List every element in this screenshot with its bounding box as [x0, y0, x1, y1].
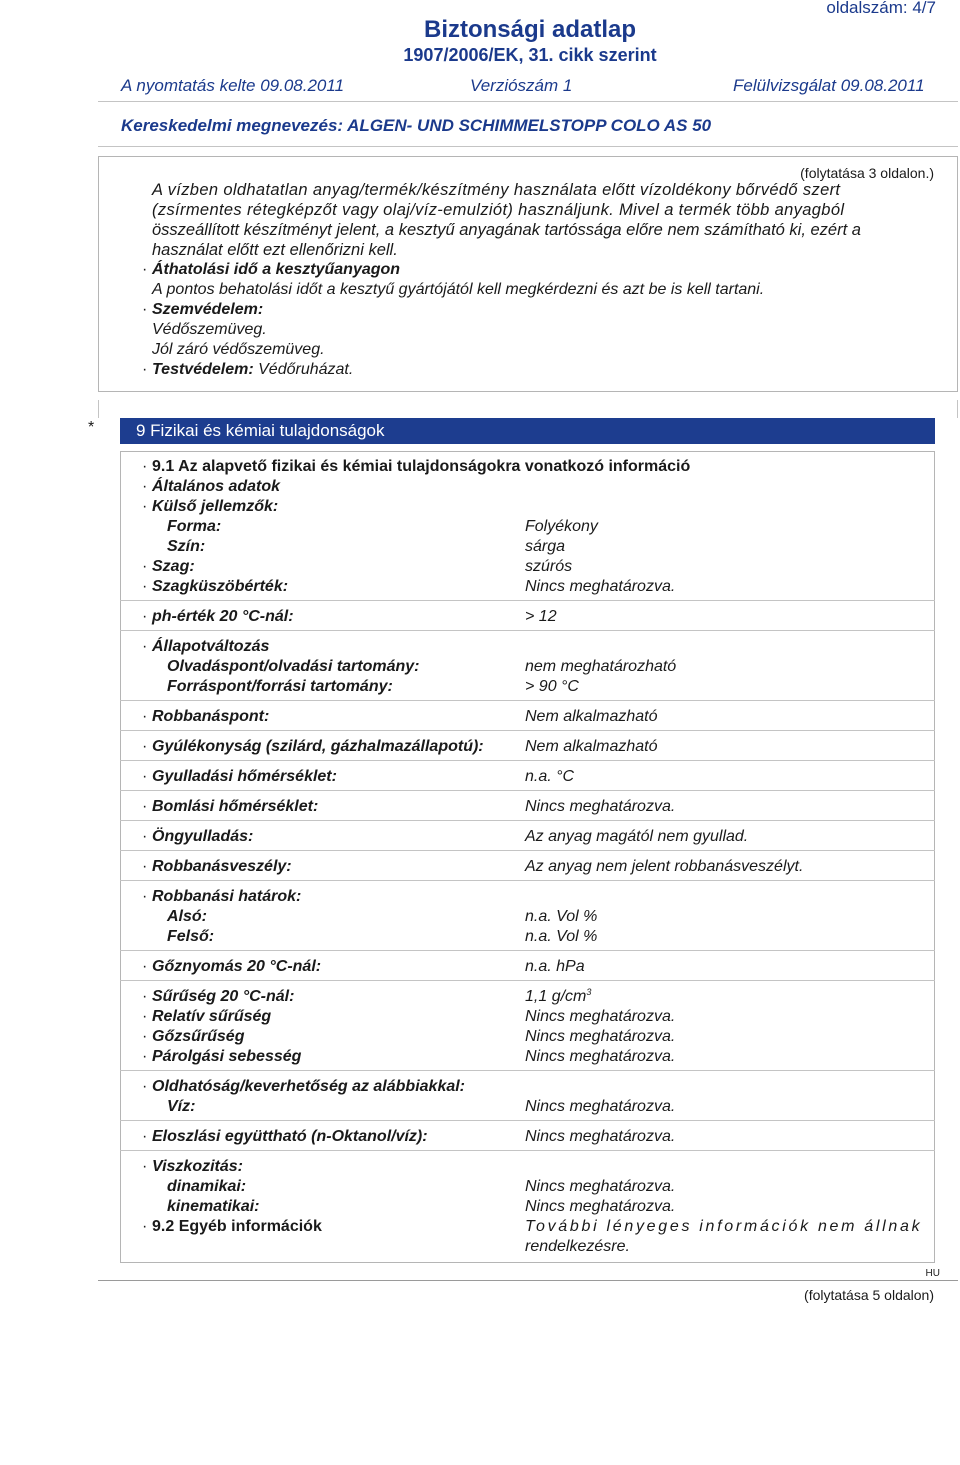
explosion-danger-value: Az anyag nem jelent robbanásveszélyt.	[525, 858, 804, 875]
row-divider	[120, 1070, 935, 1071]
skin-protection-line-3: összeállított készítményt jelent, a kesztyű anyagának tartóssága előre nem számítható ki, ezért a	[152, 221, 861, 239]
general-information: Általános adatok	[152, 478, 281, 495]
row-divider	[120, 980, 935, 981]
body-protection	[152, 360, 353, 380]
boiling-point-label: Forráspont/forrási tartomány:	[167, 678, 393, 695]
bullet: ·	[142, 738, 148, 755]
color-value: sárga	[525, 538, 566, 555]
row-divider	[120, 880, 935, 881]
upper-limit-value: n.a. Vol %	[525, 928, 598, 945]
bullet: ·	[142, 361, 148, 378]
revision-date: Felülvizsgálat 09.08.2011	[733, 76, 925, 95]
flammability-value: Nem alkalmazható	[525, 738, 658, 755]
odor-threshold-value: Nincs meghatározva.	[525, 578, 676, 595]
skin-protection-line-1: A vízben oldhatatlan anyag/termék/készítmény használata előtt vízoldékony bőrvédő szert	[152, 181, 841, 199]
odor-value: szúrós	[525, 558, 573, 575]
bullet: ·	[142, 261, 148, 278]
water-solubility-label: Víz:	[167, 1098, 196, 1115]
other-information-value-1: További lényeges információk nem állnak	[525, 1218, 923, 1235]
bullet: ·	[142, 768, 148, 785]
self-ignition-label: Öngyulladás:	[152, 828, 254, 845]
lower-limit-label: Alsó:	[167, 908, 207, 925]
body-protection-value: Védőruházat.	[258, 361, 354, 378]
bullet: ·	[142, 1128, 148, 1145]
section9-right-rule	[957, 400, 958, 418]
explosion-limits-label: Robbanási határok:	[152, 888, 302, 905]
bullet: ·	[142, 708, 148, 725]
page-number: oldalszám: 4/7	[826, 0, 936, 17]
eye-protection-line-1: Védőszemüveg.	[152, 321, 267, 338]
bullet: ·	[142, 498, 148, 515]
lower-limit-value: n.a. Vol %	[525, 908, 598, 925]
row-divider	[120, 950, 935, 951]
density-number: 1,1 g/cm	[525, 988, 587, 1005]
penetration-text: A pontos behatolási időt a kesztyű gyártójától kell megkérdezni és azt be is kell tartani.	[152, 281, 765, 298]
partition-coefficient-value: Nincs meghatározva.	[525, 1128, 676, 1145]
ignition-temperature-label: Gyulladási hőmérséklet:	[152, 768, 337, 785]
bullet: ·	[142, 1048, 148, 1065]
bullet: ·	[142, 458, 148, 475]
viscosity-label: Viszkozitás:	[152, 1158, 243, 1175]
ph-value: > 12	[525, 608, 557, 625]
bullet: ·	[142, 858, 148, 875]
evaporation-rate-label: Párolgási sebesség	[152, 1048, 302, 1065]
bullet: ·	[142, 1078, 148, 1095]
body-protection-label: Testvédelem:	[152, 361, 254, 378]
subsection-9-1: 9.1 Az alapvető fizikai és kémiai tulajdonságokra vonatkozó információ	[152, 458, 691, 475]
continued-to: (folytatása 5 oldalon)	[804, 1287, 934, 1303]
bullet: ·	[142, 578, 148, 595]
print-date: A nyomtatás kelte 09.08.2011	[121, 76, 345, 95]
form-label: Forma:	[167, 518, 222, 535]
kinematic-viscosity-value: Nincs meghatározva.	[525, 1198, 676, 1215]
eye-protection-line-2: Jól záró védőszemüveg.	[152, 341, 325, 358]
density-label: Sűrűség 20 °C-nál:	[152, 988, 295, 1005]
ph-label: ph-érték 20 °C-nál:	[152, 608, 294, 625]
melting-point-label: Olvadáspont/olvadási tartomány:	[167, 658, 420, 675]
state-change-label: Állapotváltozás	[152, 638, 270, 655]
flash-point-label: Robbanáspont:	[152, 708, 270, 725]
row-divider	[120, 820, 935, 821]
explosion-danger-label: Robbanásveszély:	[152, 858, 292, 875]
continued-from: (folytatása 3 oldalon.)	[800, 165, 934, 181]
eye-protection-label: Szemvédelem:	[152, 301, 264, 318]
footer-divider	[98, 1280, 958, 1281]
bullet: ·	[142, 798, 148, 815]
bullet: ·	[142, 301, 148, 318]
other-information-value-2: rendelkezésre.	[525, 1238, 630, 1255]
boiling-point-value: > 90 °C	[525, 678, 579, 695]
kinematic-viscosity-label: kinematikai:	[167, 1198, 260, 1215]
row-divider	[120, 730, 935, 731]
row-divider	[120, 630, 935, 631]
self-ignition-value: Az anyag magától nem gyullad.	[525, 828, 749, 845]
bullet: ·	[142, 558, 148, 575]
density-value	[525, 987, 591, 1007]
water-solubility-value: Nincs meghatározva.	[525, 1098, 676, 1115]
row-divider	[120, 1120, 935, 1121]
odor-label: Szag:	[152, 558, 195, 575]
row-divider	[120, 790, 935, 791]
skin-protection-line-4: használat előtt ezt ellenőrizni kell.	[152, 241, 398, 259]
document-subtitle: 1907/2006/EK, 31. cikk szerint	[403, 45, 657, 65]
flammability-label: Gyúlékonyság (szilárd, gázhalmazállapotú):	[152, 738, 484, 755]
row-divider	[120, 700, 935, 701]
relative-density-value: Nincs meghatározva.	[525, 1008, 676, 1025]
form-value: Folyékony	[525, 518, 598, 535]
trade-name: Kereskedelmi megnevezés: ALGEN- UND SCHIMMELSTOPP COLO AS 50	[121, 116, 712, 135]
bullet: ·	[142, 1218, 148, 1235]
skin-protection-line-2: (zsírmentes rétegképzőt vagy olaj/víz-emulziót) használjunk. Mivel a termék több anyagból	[152, 201, 845, 219]
row-divider	[120, 850, 935, 851]
document-title: Biztonsági adatlap	[423, 16, 637, 43]
penetration-label: Áthatolási idő a kesztyűanyagon	[152, 261, 401, 278]
bullet: ·	[142, 958, 148, 975]
section9-title: 9 Fizikai és kémiai tulajdonságok	[136, 421, 385, 440]
other-information-label: 9.2 Egyéb információk	[152, 1218, 322, 1235]
upper-limit-label: Felső:	[167, 928, 215, 945]
changed-marker: *	[88, 419, 95, 436]
dynamic-viscosity-label: dinamikai:	[167, 1178, 247, 1195]
section9-left-rule	[98, 400, 99, 418]
evaporation-rate-value: Nincs meghatározva.	[525, 1048, 676, 1065]
vapour-density-label: Gőzsűrűség	[152, 1028, 245, 1045]
language-code: HU	[925, 1268, 940, 1279]
header-bottom-divider	[98, 146, 958, 147]
row-divider	[120, 1150, 935, 1151]
relative-density-label: Relatív sűrűség	[152, 1008, 272, 1025]
vapour-density-value: Nincs meghatározva.	[525, 1028, 676, 1045]
bullet: ·	[142, 638, 148, 655]
bullet: ·	[142, 608, 148, 625]
bullet: ·	[142, 1028, 148, 1045]
color-label: Szín:	[167, 538, 206, 555]
bullet: ·	[142, 478, 148, 495]
ignition-temperature-value: n.a. °C	[525, 768, 575, 785]
appearance-label: Külső jellemzők:	[152, 498, 279, 515]
bullet: ·	[142, 1008, 148, 1025]
density-exponent: 3	[586, 987, 592, 997]
bullet: ·	[142, 988, 148, 1005]
vapour-pressure-label: Gőznyomás 20 °C-nál:	[152, 958, 322, 975]
partition-coefficient-label: Eloszlási együttható (n-Oktanol/víz):	[152, 1128, 428, 1145]
bullet: ·	[142, 828, 148, 845]
flash-point-value: Nem alkalmazható	[525, 708, 658, 725]
bullet: ·	[142, 1158, 148, 1175]
header-divider	[98, 101, 958, 102]
odor-threshold-label: Szagküszöbérték:	[152, 578, 289, 595]
dynamic-viscosity-value: Nincs meghatározva.	[525, 1178, 676, 1195]
melting-point-value: nem meghatározható	[525, 658, 677, 675]
row-divider	[120, 760, 935, 761]
version-number: Verziószám 1	[470, 76, 573, 95]
row-divider	[120, 600, 935, 601]
decomposition-temperature-label: Bomlási hőmérséklet:	[152, 798, 319, 815]
decomposition-temperature-value: Nincs meghatározva.	[525, 798, 676, 815]
bullet: ·	[142, 888, 148, 905]
solubility-label: Oldhatóság/keverhetőség az alábbiakkal:	[152, 1078, 466, 1095]
vapour-pressure-value: n.a. hPa	[525, 958, 585, 975]
